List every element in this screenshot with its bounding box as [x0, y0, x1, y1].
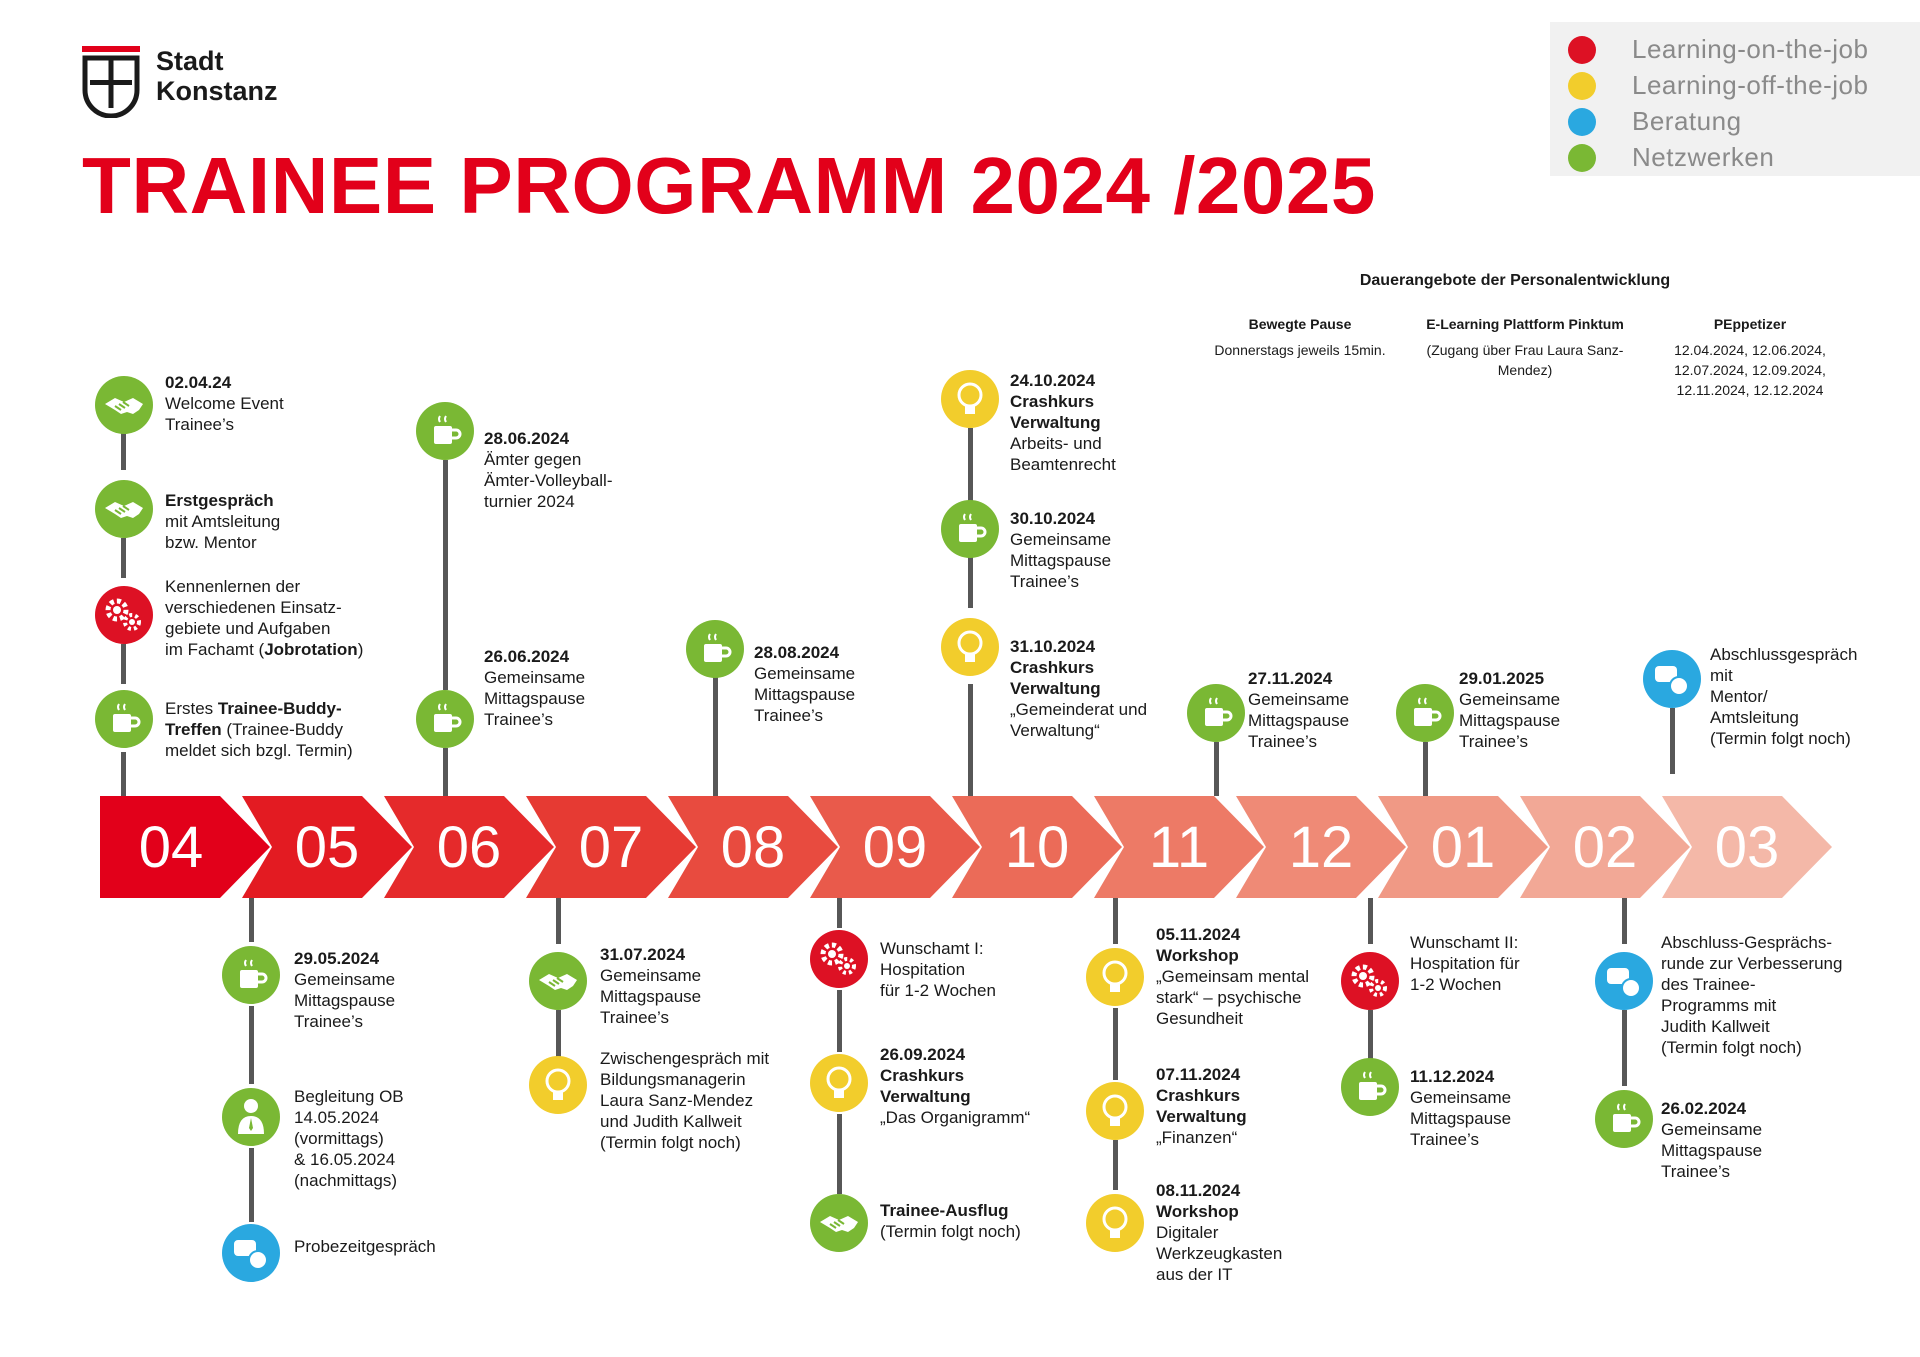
legend-dot-green-icon: [1568, 144, 1596, 172]
legend-dot-yellow-icon: [1568, 72, 1596, 100]
event-date: 26.02.2024: [1661, 1099, 1747, 1118]
event-line: „Gemeinderat und: [1010, 700, 1148, 719]
event-keyword: Treffen: [165, 720, 222, 739]
event-line: Trainee’s: [1661, 1162, 1730, 1181]
event-date: 28.06.2024: [484, 429, 570, 448]
event-line: Programms mit: [1661, 996, 1777, 1015]
event-mittagspause-0529: [294, 948, 395, 1032]
event-begleitung-ob: [294, 1086, 404, 1191]
event-line: Arbeits- und: [1010, 434, 1102, 453]
event-line: Gemeinsame: [294, 970, 396, 989]
event-line: für 1-2 Wochen: [880, 981, 996, 1000]
event-line: mit Amtsleitung: [165, 512, 281, 531]
col-text: (Zugang über Frau Laura Sanz-: [1426, 342, 1624, 358]
event-date: 29.01.2025: [1459, 669, 1545, 688]
event-line: (Termin folgt noch): [880, 1222, 1021, 1241]
month-label: 04: [138, 815, 204, 880]
event-line: Trainee’s: [600, 1008, 669, 1027]
event-wunschamt-2: [1410, 932, 1520, 995]
coffee-cup-icon: [941, 500, 999, 558]
lightbulb-icon: [941, 618, 999, 676]
event-line: Trainee’s: [1248, 732, 1317, 751]
legend-label: Learning-on-the-job: [1632, 34, 1869, 64]
event-line: Werkzeugkasten: [1156, 1244, 1283, 1263]
col-text: 12.07.2024, 12.09.2024,: [1674, 362, 1826, 378]
month-01: [1378, 796, 1520, 898]
event-line: Mittagspause: [484, 689, 586, 708]
event-date: 26.06.2024: [484, 647, 570, 666]
event-line: Gemeinsame: [1248, 690, 1350, 709]
event-title: Verwaltung: [880, 1087, 971, 1106]
speech-bubbles-icon: [222, 1224, 280, 1282]
event-line: Gemeinsame: [1410, 1088, 1512, 1107]
event-line: runde zur Verbesserung: [1661, 954, 1843, 973]
event-date: 02.04.24: [165, 373, 232, 392]
event-date: 31.10.2024: [1010, 637, 1096, 656]
event-line: Mittagspause: [1459, 711, 1561, 730]
event-line: Begleitung OB: [294, 1087, 404, 1106]
coffee-cup-icon: [1187, 684, 1245, 742]
stadt-konstanz-logo: [82, 46, 282, 122]
event-line: Gesundheit: [1156, 1009, 1243, 1028]
event-crashkurs-1107: [1156, 1064, 1247, 1148]
month-07: [526, 796, 668, 898]
connector-line: [443, 460, 448, 690]
connector-line: [556, 1010, 561, 1060]
event-date: 30.10.2024: [1010, 509, 1096, 528]
connector-line: [968, 556, 973, 608]
col-head: PEppetizer: [1713, 316, 1787, 332]
connector-line: [249, 898, 254, 942]
event-line: bzw. Mentor: [165, 533, 257, 552]
month-12: [1236, 796, 1378, 898]
event-line: Gemeinsame: [754, 664, 856, 683]
event-line: Beamtenrecht: [1010, 455, 1116, 474]
event-line: gebiete und Aufgaben: [165, 619, 331, 638]
connector-line: [1214, 742, 1219, 796]
legend-label: Beratung: [1632, 106, 1742, 136]
connector-line: [968, 684, 973, 796]
event-erstgespraech: [165, 490, 280, 553]
event-line: Ämter-Volleyball-: [484, 471, 613, 490]
speech-bubbles-icon: [1643, 650, 1701, 708]
event-trainee-buddy: [165, 698, 353, 761]
event-date: 31.07.2024: [600, 945, 686, 964]
event-title: Crashkurs: [880, 1066, 965, 1085]
month-label: 12: [1288, 815, 1354, 880]
month-label: 01: [1430, 815, 1496, 880]
connector-line: [443, 748, 448, 796]
event-line: mit: [1710, 666, 1733, 685]
event-line: Trainee’s: [165, 415, 234, 434]
event-line: 14.05.2024: [294, 1108, 380, 1127]
coffee-cup-icon: [1396, 684, 1454, 742]
businessperson-icon: [222, 1088, 280, 1146]
month-02: [1520, 796, 1662, 898]
connector-line: [556, 898, 561, 944]
gears-icon: [1341, 952, 1399, 1010]
month-label: 05: [294, 815, 360, 880]
gears-icon: [810, 930, 868, 988]
connector-line: [1423, 742, 1428, 796]
event-title: Crashkurs: [1156, 1086, 1241, 1105]
event-line: aus der IT: [1156, 1265, 1233, 1284]
month-10: [952, 796, 1094, 898]
coffee-cup-icon: [222, 946, 280, 1004]
event-line: Mittagspause: [294, 991, 396, 1010]
event-line: (Termin folgt noch): [1661, 1038, 1802, 1057]
event-date: 08.11.2024: [1156, 1181, 1241, 1200]
event-workshop-1108: [1156, 1180, 1282, 1285]
event-date: 07.11.2024: [1156, 1065, 1241, 1084]
legend-label: Netzwerken: [1632, 142, 1775, 172]
connector-line: [1113, 898, 1118, 944]
event-line: Wunschamt I:: [880, 939, 984, 958]
event-line: Abschlussgespräch: [1710, 645, 1858, 664]
event-date: 05.11.2024: [1156, 925, 1241, 944]
connector-line: [1113, 1008, 1118, 1080]
event-line: Gemeinsame: [1661, 1120, 1763, 1139]
event-title: Verwaltung: [1010, 679, 1101, 698]
col-head: Bewegte Pause: [1248, 316, 1352, 332]
event-line: Laura Sanz-Mendez: [600, 1091, 754, 1110]
month-03: [1662, 796, 1804, 898]
connector-line: [1368, 898, 1373, 944]
event-line: Ämter gegen: [484, 450, 582, 469]
month-11: [1094, 796, 1236, 898]
event-line: & 16.05.2024: [294, 1150, 396, 1169]
event-welcome: [165, 372, 284, 435]
connector-line: [1368, 1010, 1373, 1060]
month-label: 11: [1148, 815, 1210, 880]
event-line: Mentor/: [1710, 687, 1768, 706]
month-label: 10: [1004, 815, 1070, 880]
legend-dot-red-icon: [1568, 36, 1596, 64]
col-text: Donnerstags jeweils 15min.: [1214, 342, 1386, 358]
page-title: TRAINEE PROGRAMM 2024 /2025: [82, 141, 1376, 230]
legend-dot-blue-icon: [1568, 108, 1596, 136]
event-keyword: Jobrotation: [264, 640, 358, 659]
event-line: Trainee’s: [754, 706, 823, 725]
event-crashkurs-0926: [880, 1044, 1030, 1128]
logo-line-2: Konstanz: [156, 76, 278, 106]
handshake-icon: [95, 480, 153, 538]
month-label: 02: [1572, 815, 1638, 880]
event-mittagspause-1211: [1410, 1066, 1511, 1150]
crest-icon: [82, 46, 140, 118]
event-line: turnier 2024: [484, 492, 575, 511]
connector-line: [837, 990, 842, 1052]
speech-bubbles-icon: [1595, 952, 1653, 1010]
event-workshop-1105: [1156, 924, 1309, 1029]
coffee-cup-icon: [416, 402, 474, 460]
event-line: im Fachamt (: [165, 640, 265, 659]
coffee-cup-icon: [416, 690, 474, 748]
logo-line-1: Stadt: [156, 46, 224, 76]
event-zwischengespraech: [600, 1048, 769, 1153]
month-label: 03: [1714, 815, 1780, 880]
event-line: (vormittags): [294, 1129, 384, 1148]
event-line: Digitaler: [1156, 1223, 1219, 1242]
event-title: Crashkurs: [1010, 658, 1095, 677]
event-line: Zwischengespräch mit: [600, 1049, 770, 1068]
handshake-icon: [810, 1194, 868, 1252]
event-line: Mittagspause: [1010, 551, 1112, 570]
event-abschluss-gespraechsrunde: [1661, 932, 1842, 1058]
lightbulb-icon: [1086, 948, 1144, 1006]
coffee-cup-icon: [1341, 1058, 1399, 1116]
event-line: stark“ – psychische: [1156, 988, 1302, 1007]
event-line: Mittagspause: [1410, 1109, 1512, 1128]
event-line: Trainee’s: [1410, 1130, 1479, 1149]
connector-line: [713, 676, 718, 796]
event-line: Amtsleitung: [1710, 708, 1799, 727]
lightbulb-icon: [941, 370, 999, 428]
handshake-icon: [95, 376, 153, 434]
event-line: Mittagspause: [1661, 1141, 1763, 1160]
coffee-cup-icon: [95, 690, 153, 748]
event-line: Trainee’s: [484, 710, 553, 729]
event-line: „Das Organigramm“: [880, 1108, 1031, 1127]
event-line: Hospitation für: [1410, 954, 1520, 973]
month-06: [384, 796, 526, 898]
event-abschlussgespraech: [1710, 644, 1857, 749]
event-line: (nachmittags): [294, 1171, 397, 1190]
event-line: Erstes: [165, 699, 218, 718]
handshake-icon: [529, 952, 587, 1010]
col-text: Mendez): [1497, 362, 1553, 378]
dauerangebote-col-peppetizer: [1640, 316, 1860, 400]
connector-line: [1113, 1140, 1118, 1190]
event-title: Erstgespräch: [165, 491, 274, 510]
col-text: 12.11.2024, 12.12.2024: [1676, 382, 1824, 398]
event-title: Crashkurs: [1010, 392, 1095, 411]
event-line: Mittagspause: [1248, 711, 1350, 730]
month-08: [668, 796, 810, 898]
event-line: Welcome Event: [165, 394, 284, 413]
dauerangebote-title: Dauerangebote der Personalentwicklung: [1359, 272, 1671, 289]
legend: [1550, 22, 1920, 176]
event-line: ): [357, 640, 364, 659]
event-line: Bildungsmanagerin: [600, 1070, 746, 1089]
event-line: „Finanzen“: [1156, 1128, 1238, 1147]
month-label: 09: [862, 815, 928, 880]
event-mittagspause-0226: [1661, 1098, 1762, 1182]
month-label: 07: [578, 815, 644, 880]
event-date: 11.12.2024: [1410, 1067, 1495, 1086]
event-line: Kennenlernen der: [165, 577, 301, 596]
connector-line: [121, 538, 126, 578]
event-mittagspause-1127: [1248, 668, 1349, 752]
connector-line: [1622, 1010, 1627, 1086]
event-date: 24.10.2024: [1010, 371, 1096, 390]
event-probezeitgespraech: [294, 1236, 436, 1257]
event-wunschamt-1: [880, 938, 996, 1001]
event-mittagspause-0129: [1459, 668, 1560, 752]
connector-line: [1670, 708, 1675, 774]
dauerangebote-col-bewegte-pause: [1180, 316, 1420, 360]
coffee-cup-icon: [1595, 1090, 1653, 1148]
connector-line: [121, 430, 126, 470]
month-09: [810, 796, 952, 898]
connector-line: [249, 1148, 254, 1222]
connector-line: [249, 1006, 254, 1084]
event-line: (Termin folgt noch): [600, 1133, 741, 1152]
month-label: 06: [436, 815, 502, 880]
connector-line: [837, 1114, 842, 1194]
event-line: Judith Kallweit: [1661, 1017, 1770, 1036]
event-line: des Trainee-: [1661, 975, 1756, 994]
event-line: Mittagspause: [754, 685, 856, 704]
col-text: 12.04.2024, 12.06.2024,: [1674, 342, 1826, 358]
event-line: Verwaltung“: [1010, 721, 1100, 740]
month-05: [242, 796, 384, 898]
event-keyword: Trainee-Buddy-: [217, 699, 342, 718]
event-title: Verwaltung: [1156, 1107, 1247, 1126]
event-title: Trainee-Ausflug: [880, 1201, 1009, 1220]
event-mittagspause-0828: [754, 642, 855, 726]
event-title: Workshop: [1156, 946, 1239, 965]
lightbulb-icon: [529, 1056, 587, 1114]
event-line: und Judith Kallweit: [600, 1112, 742, 1131]
event-line: verschiedenen Einsatz-: [165, 598, 342, 617]
event-line: (Termin folgt noch): [1710, 729, 1851, 748]
lightbulb-icon: [1086, 1082, 1144, 1140]
event-line: (Trainee-Buddy: [221, 720, 343, 739]
event-mittagspause-0731: [600, 944, 701, 1028]
event-line: Wunschamt II:: [1410, 933, 1519, 952]
col-head: E-Learning Plattform Pinktum: [1426, 316, 1624, 332]
event-line: Mittagspause: [600, 987, 702, 1006]
legend-label: Learning-off-the-job: [1632, 70, 1869, 100]
event-line: Trainee’s: [294, 1012, 363, 1031]
event-title: Verwaltung: [1010, 413, 1101, 432]
event-jobrotation: [165, 576, 363, 660]
event-trainee-ausflug: [880, 1200, 1021, 1242]
event-line: Gemeinsame: [484, 668, 586, 687]
event-line: 1-2 Wochen: [1410, 975, 1502, 994]
dauerangebote-col-elearning: [1410, 316, 1640, 380]
month-label: 08: [720, 815, 786, 880]
coffee-cup-icon: [686, 620, 744, 678]
event-date: 29.05.2024: [294, 949, 380, 968]
event-line: Abschluss-Gesprächs-: [1661, 933, 1833, 952]
event-line: Gemeinsame: [1459, 690, 1561, 709]
gears-icon: [95, 586, 153, 644]
event-crashkurs-1024: [1010, 370, 1116, 475]
event-line: Hospitation: [880, 960, 966, 979]
connector-line: [837, 898, 842, 928]
event-date: 28.08.2024: [754, 643, 840, 662]
event-line: Gemeinsame: [1010, 530, 1112, 549]
event-date: 27.11.2024: [1248, 669, 1333, 688]
event-line: Probezeitgespräch: [294, 1237, 436, 1256]
connector-line: [121, 752, 126, 796]
connector-line: [1622, 898, 1627, 944]
event-date: 26.09.2024: [880, 1045, 966, 1064]
event-mittagspause-0626: [484, 646, 585, 730]
event-mittagspause-1030: [1010, 508, 1111, 592]
event-line: meldet sich bzgl. Termin): [165, 741, 353, 760]
event-line: Trainee’s: [1010, 572, 1079, 591]
event-crashkurs-1031: [1010, 636, 1147, 741]
connector-line: [968, 428, 973, 506]
month-04: [100, 796, 242, 898]
event-line: Gemeinsame: [600, 966, 702, 985]
connector-line: [121, 644, 126, 684]
lightbulb-icon: [810, 1054, 868, 1112]
lightbulb-icon: [1086, 1194, 1144, 1252]
event-line: Trainee’s: [1459, 732, 1528, 751]
event-line: „Gemeinsam mental: [1156, 967, 1310, 986]
event-title: Workshop: [1156, 1202, 1239, 1221]
event-volleyball: [484, 428, 613, 512]
